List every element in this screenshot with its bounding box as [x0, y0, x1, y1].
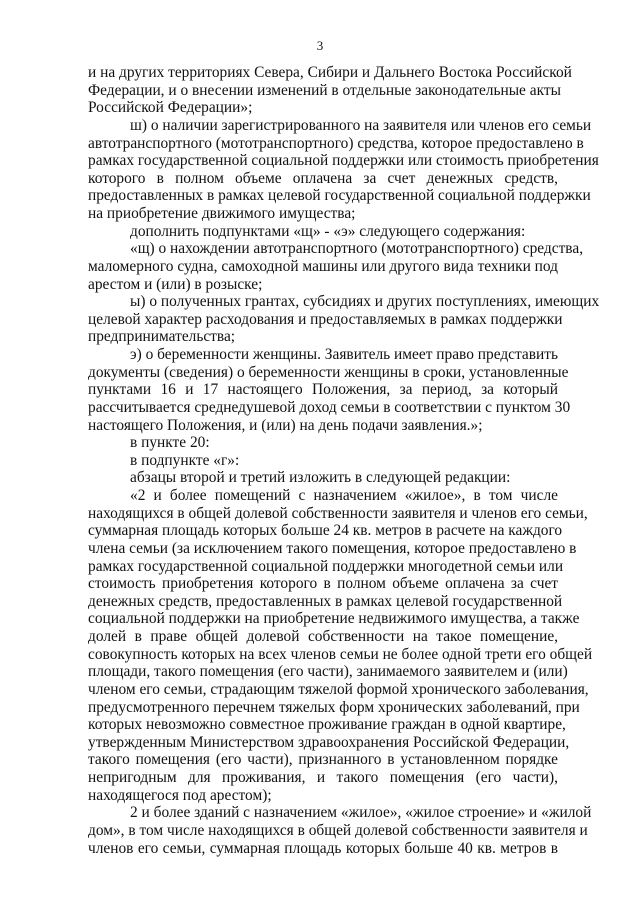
text-line: дополнить подпунктами «щ» - «э» следующего содержания:	[130, 222, 526, 240]
document-body	[88, 64, 600, 857]
text-line: «щ) о нахождении автотранспортного (мототранспортного) средства,	[130, 240, 584, 258]
text-line: предусмотренного перечнем тяжелых форм хронических заболеваний, при	[88, 698, 580, 716]
page-number: 3	[316, 38, 324, 53]
text-line: Федерации, и о внесении изменений в отдельные законодательные акты	[88, 81, 561, 99]
text-line: арестом и (или) в розыске;	[88, 275, 263, 293]
text-line: документы (сведения) о беременности женщины в сроки, установленные	[88, 363, 569, 381]
text-line: суммарная площадь которых больше 24 кв. метров в расчете на каждого	[88, 522, 563, 540]
text-line: долей в праве общей долевой собственности на такое помещение,	[88, 628, 558, 645]
text-line: на приобретение движимого имущества;	[88, 205, 356, 222]
text-line: предпринимательства;	[88, 328, 236, 346]
text-line: в подпункте «г»:	[130, 451, 240, 469]
text-line: площади, такого помещения (его части), занимаемого заявителем и (или)	[88, 663, 568, 681]
text-line: которого в полном объеме оплачена за счет денежных средств,	[88, 169, 558, 187]
text-line: рамках государственной социальной поддержки или стоимость приобретения	[88, 152, 599, 170]
text-line: целевой характер расходования и предоставляемых в рамках поддержки	[88, 310, 563, 328]
text-line: членов его семьи, суммарная площадь которых больше 40 кв. метров в	[88, 839, 558, 857]
text-line: ш) о наличии зарегистрированного на заявителя или членов его семьи	[130, 116, 592, 134]
text-line: утвержденным Министерством здравоохранения Российской Федерации,	[88, 733, 570, 751]
text-line: непригодным для проживания, и такого помещения (его части),	[88, 769, 558, 786]
text-line: абзацы второй и третий изложить в следующей редакции:	[130, 469, 511, 487]
text-line: э) о беременности женщины. Заявитель имеет право представить	[130, 346, 558, 363]
text-line: такого помещения (его части), признанного в установленном порядке	[88, 751, 558, 769]
text-line: маломерного судна, самоходной машины или другого вида техники под	[88, 257, 558, 275]
text-line: и на других территориях Севера, Сибири и Дальнего Востока Российской	[88, 64, 572, 81]
text-line: автотранспортного (мототранспортного) средства, которое предоставлено в	[88, 134, 584, 152]
text-line: находящегося под арестом);	[88, 786, 272, 804]
text-line: рассчитывается среднедушевой доход семьи в соответствии с пунктом 30	[88, 398, 571, 416]
text-line: предоставленных в рамках целевой государственной социальной поддержки	[88, 187, 591, 205]
text-line: ы) о полученных грантах, субсидиях и других поступлениях, имеющих	[130, 293, 600, 311]
text-line: члена семьи (за исключением такого помещения, которое предоставлено в	[88, 539, 577, 557]
text-line: «2 и более помещений с назначением «жилое», в том числе	[130, 487, 558, 504]
text-line: социальной поддержки на приобретение недвижимого имущества, а также	[88, 610, 580, 628]
text-line: настоящего Положения, и (или) на день подачи заявления.»;	[88, 416, 483, 434]
text-line: дом», в том числе находящихся в общей долевой собственности заявителя и	[88, 821, 588, 839]
text-line: в пункте 20:	[130, 434, 210, 452]
text-line: денежных средств, предоставленных в рамках целевой государственной	[88, 592, 563, 610]
text-line: 2 и более зданий с назначением «жилое», «жилое строение» и «жилой	[130, 804, 592, 822]
text-line: совокупность которых на всех членов семьи не более одной трети его общей	[88, 645, 593, 663]
text-line: членом его семьи, страдающим тяжелой формой хронического заболевания,	[88, 680, 589, 698]
text-line: находящихся в общей долевой собственности заявителя и членов его семьи,	[88, 504, 588, 522]
text-line: которых невозможно совместное проживание граждан в одной квартире,	[88, 716, 566, 734]
text-line: рамках государственной социальной поддержки многодетной семьи или	[88, 557, 564, 575]
text-line: Российской Федерации»;	[88, 99, 253, 117]
text-line: пунктами 16 и 17 настоящего Положения, за период, за который	[88, 381, 558, 399]
text-line: стоимость приобретения которого в полном объеме оплачена за счет	[88, 575, 558, 593]
